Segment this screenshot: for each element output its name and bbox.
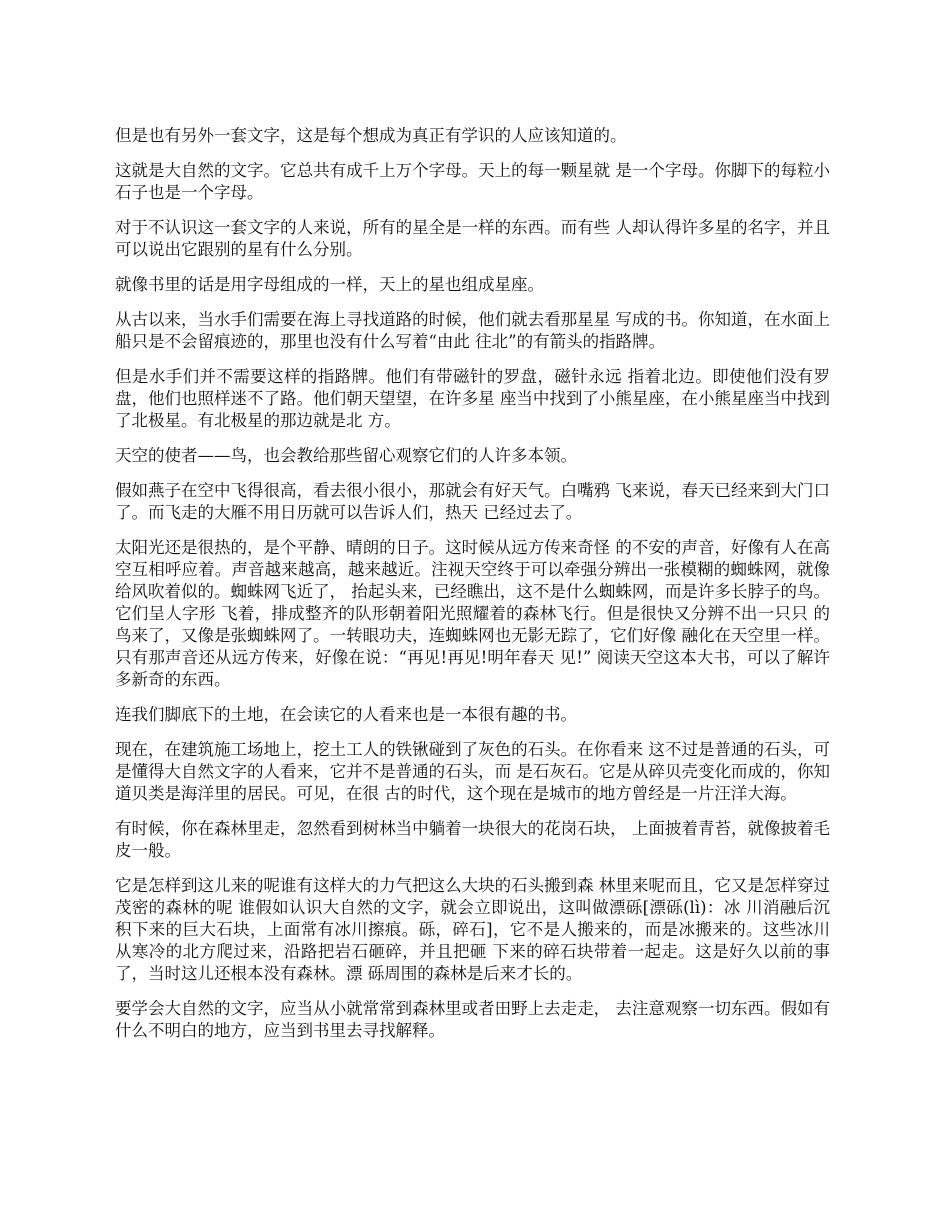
paragraph: 它是怎样到这儿来的呢谁有这样大的力气把这么大块的石头搬到森 林里来呢而且，它又是怎样穿过茂密的森林的呢 谁假如认识大自然的文字，就会立即说出，这叫做漂砾[漂砾(lì)：冰 川消融后沉积下来的巨大石块，上面常有冰川擦痕。砾，碎石]，它不是人搬来的，而是冰搬来的。这些冰川从寒冷的北方爬过来，沿路把岩石砸碎，并且把砸 下来的碎石块带着一起走。这是好久以前的事了，当时这儿还根本没有森林。漂 砾周围的森林是后来才长的。: [115, 876, 830, 983]
paragraph: 有时候，你在森林里走，忽然看到树林当中躺着一块很大的花岗石块， 上面披着青苔，就像披着毛皮一般。: [115, 819, 830, 860]
paragraph: 对于不认识这一套文字的人来说，所有的星全是一样的东西。而有些 人却认得许多星的名字，并且可以说出它跟别的星有什么分别。: [115, 218, 830, 259]
paragraph: 但是水手们并不需要这样的指路牌。他们有带磁针的罗盘，磁针永远 指着北边。即使他们没有罗盘，他们也照样迷不了路。他们朝天望望，在许多星 座当中找到了小熊星座，在小熊星座当中找到了北极星。有北极星的那边就是北 方。: [115, 367, 830, 430]
paragraph: 连我们脚底下的土地，在会读它的人看来也是一本很有趣的书。: [115, 705, 577, 724]
document-body: [115, 125, 830, 1055]
paragraph: 但是也有另外一套文字，这是每个想成为真正有学识的人应该知道的。: [115, 126, 627, 145]
paragraph: 就像书里的话是用字母组成的一样，天上的星也组成星座。: [115, 275, 544, 294]
paragraph: 天空的使者——鸟，也会教给那些留心观察它们的人许多本领。: [115, 446, 577, 465]
paragraph: 要学会大自然的文字，应当从小就常常到森林里或者田野上去走走， 去注意观察一切东西。假如有什么不明白的地方，应当到书里去寻找解释。: [115, 999, 830, 1040]
paragraph: 假如燕子在空中飞得很高，看去很小很小，那就会有好天气。白嘴鸦 飞来说，春天已经来到大门口了。而飞走的大雁不用日历就可以告诉人们，热天 已经过去了。: [115, 481, 830, 522]
paragraph: 太阳光还是很热的，是个平静、晴朗的日子。这时候从远方传来奇怪 的不安的声音，好像有人在高空互相呼应着。声音越来越高，越来越近。注视天空终于可以牵强分辨出一张模糊的蜘蛛网，就像给风吹着似的。蜘蛛网飞近了， 抬起头来，已经瞧出，这不是什么蜘蛛网，而是许多长脖子的鸟。它们呈人字形 飞着，排成整齐的队形朝着阳光照耀着的森林飞行。但是很快又分辨不出一只只 的鸟来了，又像是张蜘蛛网了。一转眼功夫，连蜘蛛网也无影无踪了，它们好像 融化在天空里一样。只有那声音还从远方传来，好像在说：“再见!再见!明年春天 见!” 阅读天空这本大书，可以了解许多新奇的东西。: [115, 538, 830, 689]
paragraph: 现在，在建筑施工场地上，挖土工人的铁锹碰到了灰色的石头。在你看来 这不过是普通的石头，可是懂得大自然文字的人看来，它并不是普通的石头，而 是石灰石。它是从碎贝壳变化而成的，你知道贝类是海洋里的居民。可见，在很 古的时代，这个现在是城市的地方曾经是一片汪洋大海。: [115, 740, 830, 803]
paragraph: 从古以来，当水手们需要在海上寻找道路的时候，他们就去看那星星 写成的书。你知道，在水面上船只是不会留痕迹的，那里也没有什么写着“由此 往北”的有箭头的指路牌。: [115, 310, 830, 351]
paragraph: 这就是大自然的文字。它总共有成千上万个字母。天上的每一颗星就 是一个字母。你脚下的每粒小石子也是一个字母。: [115, 161, 830, 202]
